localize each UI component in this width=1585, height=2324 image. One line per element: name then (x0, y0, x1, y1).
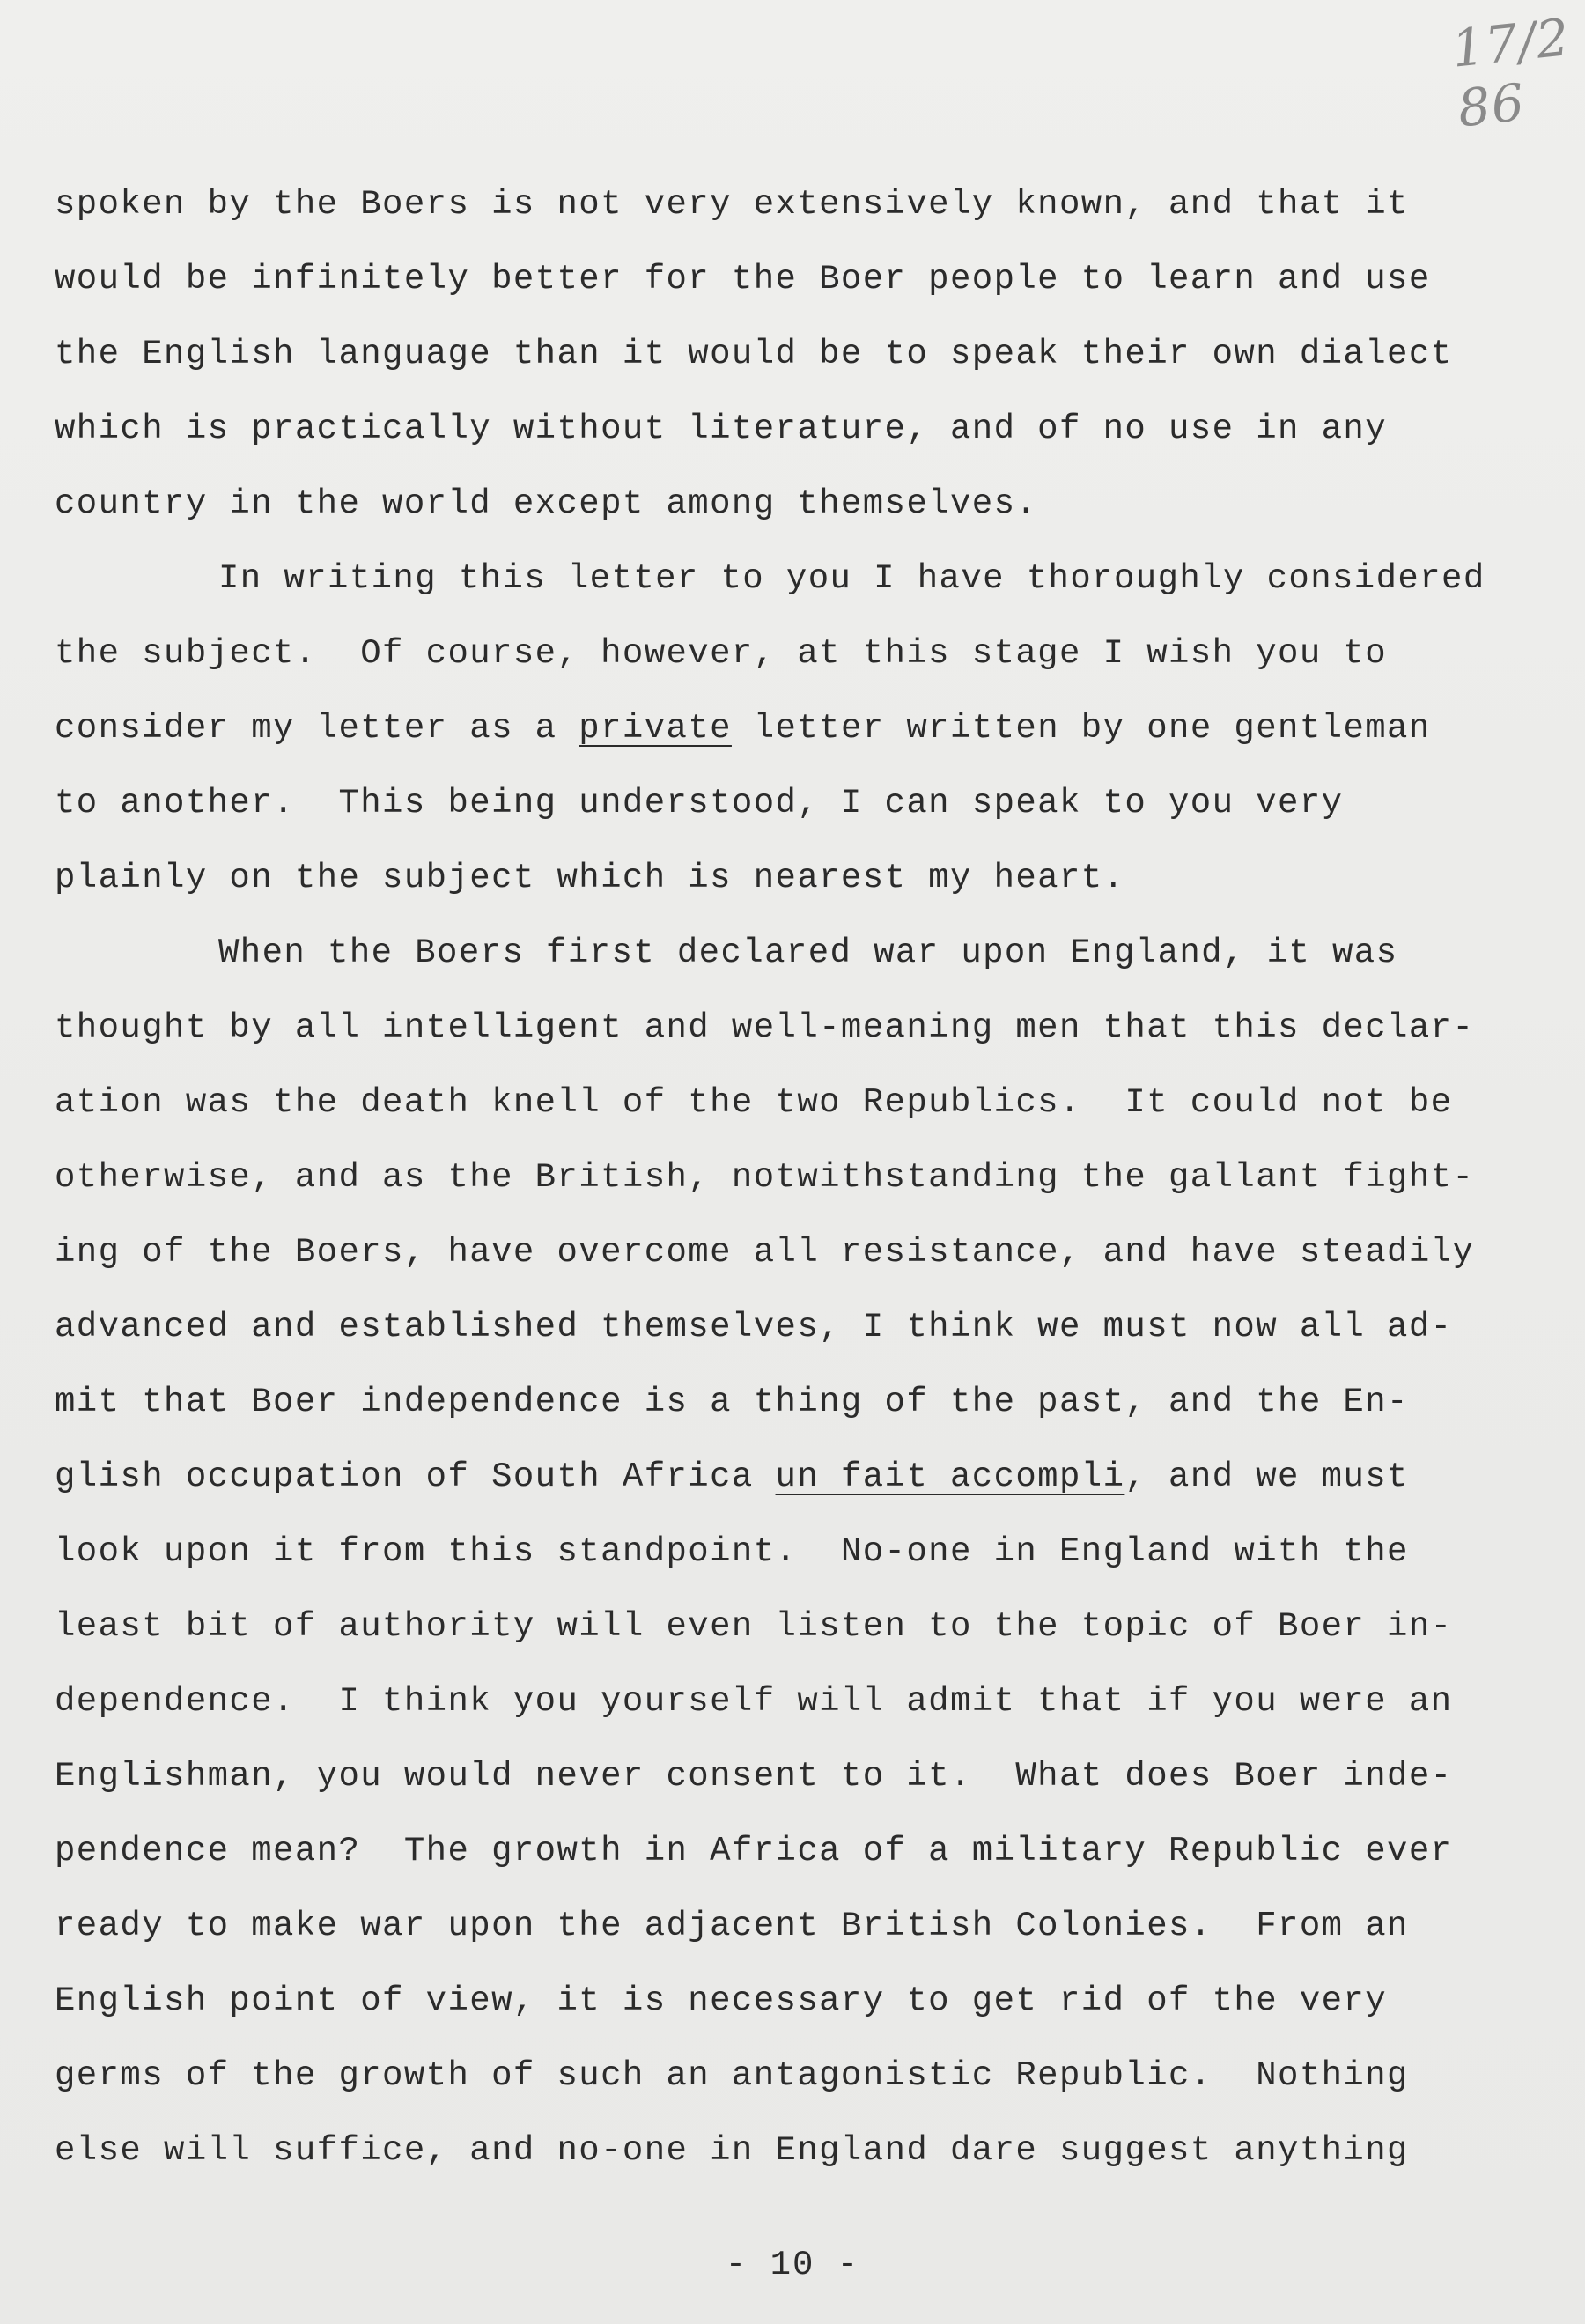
text-line: to another. This being understood, I can speak to you very (55, 784, 1344, 823)
text-line: spoken by the Boers is not very extensively known, and that it (55, 185, 1409, 224)
underlined-phrase-un-fait-accompli: un fait accompli (775, 1457, 1125, 1496)
text-segment: letter written by one gentleman (731, 709, 1431, 748)
underlined-word-private: private (579, 709, 732, 748)
text-line: germs of the growth of such an antagonistic Republic. Nothing (55, 2056, 1409, 2095)
text-line: pendence mean? The growth in Africa of a military Republic ever (55, 1832, 1453, 1870)
text-line: When the Boers first declared war upon England, it was (218, 933, 1398, 972)
text-line: least bit of authority will even listen to the topic of Boer in- (55, 1607, 1453, 1646)
page-number: - 10 - (725, 2246, 860, 2284)
text-line: the subject. Of course, however, at this stage I wish you to (55, 634, 1388, 673)
text-line: mit that Boer independence is a thing of the past, and the En- (55, 1383, 1409, 1421)
text-line-with-underline (55, 691, 1552, 766)
text-line: Englishman, you would never consent to it. What does Boer inde- (55, 1757, 1453, 1796)
text-segment: glish occupation of South Africa (55, 1457, 776, 1496)
text-line: would be infinitely better for the Boer people to learn and use (55, 260, 1431, 299)
text-line: ing of the Boers, have overcome all resistance, and have steadily (55, 1233, 1475, 1272)
text-line: English point of view, it is necessary to get rid of the very (55, 1981, 1388, 2020)
text-line: look upon it from this standpoint. No-one in England with the (55, 1532, 1409, 1571)
text-line: else will suffice, and no-one in England dare suggest anything (55, 2131, 1409, 2170)
text-line: ation was the death knell of the two Republics. It could not be (55, 1083, 1453, 1122)
text-segment: consider my letter as a (55, 709, 579, 748)
text-line: dependence. I think you yourself will admit that if you were an (55, 1682, 1453, 1721)
text-line: plainly on the subject which is nearest my heart. (55, 859, 1125, 897)
text-line: otherwise, and as the British, notwithstanding the gallant fight- (55, 1158, 1475, 1197)
letter-body (55, 167, 1552, 2188)
text-line: thought by all intelligent and well-meaning men that this declar- (55, 1008, 1475, 1047)
text-line: In writing this letter to you I have thoroughly considered (218, 559, 1485, 598)
handwritten-folio-annotation: 17/2 86 (1449, 7, 1573, 139)
text-line: country in the world except among themselves. (55, 484, 1038, 523)
text-line: which is practically without literature, and of no use in any (55, 409, 1388, 448)
text-segment: , and we must (1124, 1457, 1409, 1496)
text-line: advanced and established themselves, I think we must now all ad- (55, 1308, 1453, 1346)
text-line-with-underline (55, 1440, 1552, 1515)
text-line: the English language than it would be to speak their own dialect (55, 335, 1453, 373)
text-line: ready to make war upon the adjacent British Colonies. From an (55, 1907, 1409, 1945)
